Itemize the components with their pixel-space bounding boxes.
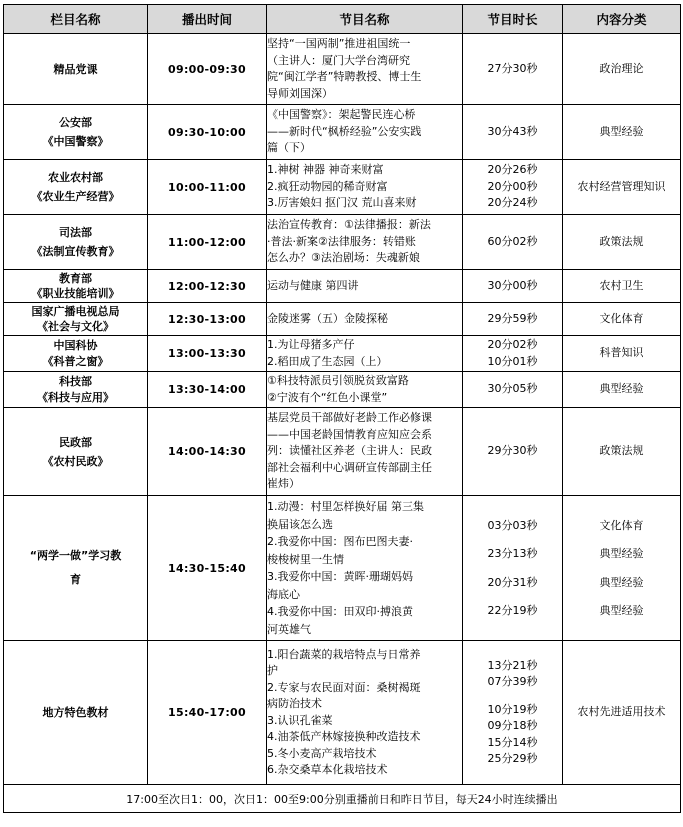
program-line: 3.我爱你中国：黄晖·珊瑚妈妈	[267, 570, 413, 583]
program-line: 2.专家与农民面对面：桑树褐斑	[267, 680, 421, 694]
duration-cell	[463, 160, 563, 215]
column-name-cell	[4, 641, 148, 785]
column-name-line: 中国科协	[53, 338, 98, 352]
duration-value: 23分13秒	[487, 547, 538, 560]
program-line: 运动与健康 第四讲	[267, 278, 359, 292]
duration-value: 07分39秒	[487, 675, 538, 688]
category-value: 农村卫生	[599, 278, 644, 292]
program-cell	[267, 215, 463, 270]
category-value: 典型经验	[599, 575, 644, 589]
duration-cell	[463, 105, 563, 160]
duration-value: 20分31秒	[487, 575, 538, 589]
category-value: 政策法规	[599, 444, 644, 458]
program-line: ①科技特派员引领脱贫致富路	[267, 374, 409, 387]
program-line: 《中国警察》：架起警民连心桥	[267, 108, 416, 122]
program-line: ——中国老龄国情教育应知应会系	[267, 427, 432, 441]
duration-value: 10分19秒	[487, 702, 538, 716]
column-name-cell	[4, 496, 148, 641]
column-name-cell	[4, 270, 148, 303]
column-name-cell	[4, 336, 148, 372]
program-cell	[267, 270, 463, 303]
column-name-line: 公安部	[59, 116, 92, 129]
category-cell	[563, 408, 681, 496]
duration-cell	[463, 372, 563, 408]
category-value: 文化体育	[599, 518, 644, 532]
program-cell	[267, 303, 463, 336]
program-line: 河英雄气	[267, 622, 311, 636]
program-line: 崔炜）	[267, 477, 300, 491]
column-name-line: 教育部	[59, 272, 92, 285]
header-duration: 节目时长	[463, 5, 563, 34]
spacer	[563, 591, 680, 602]
program-line: 6.杂交桑草本化栽培技术	[267, 763, 388, 776]
schedule-table	[3, 4, 681, 813]
column-name-line: 地方特色教材	[42, 706, 109, 719]
duration-value: 29分30秒	[487, 444, 538, 458]
category-cell	[563, 105, 681, 160]
table-row	[4, 215, 681, 270]
program-cell	[267, 372, 463, 408]
header-program-name: 节目名称	[267, 5, 463, 34]
table-row	[4, 160, 681, 215]
duration-cell	[463, 408, 563, 496]
column-name-line: 《农村民政》	[42, 454, 109, 468]
table-row	[4, 496, 681, 641]
category-cell	[563, 372, 681, 408]
broadcast-time-cell: 13:30-14:00	[148, 372, 267, 408]
program-line: ——新时代“枫桥经验”公安实践	[267, 124, 422, 138]
program-cell	[267, 336, 463, 372]
table-row	[4, 372, 681, 408]
category-cell	[563, 641, 681, 785]
program-line: 海底心	[267, 587, 300, 601]
category-cell	[563, 160, 681, 215]
program-line: 护	[267, 664, 278, 677]
broadcast-time-cell: 11:00-12:00	[148, 215, 267, 270]
program-line: 病防治技术	[267, 697, 322, 710]
category-value: 政策法规	[599, 234, 644, 248]
spacer	[463, 534, 562, 545]
duration-value: 20分24秒	[487, 196, 538, 210]
spacer	[563, 534, 680, 545]
broadcast-time-cell: 10:00-11:00	[148, 160, 267, 215]
duration-cell	[463, 303, 563, 336]
duration-cell	[463, 215, 563, 270]
category-cell	[563, 336, 681, 372]
header-column-name: 栏目名称	[4, 5, 148, 34]
broadcast-time-cell: 14:30-15:40	[148, 496, 267, 641]
program-line: 法治宣传教育：①法律播报：新法	[267, 218, 431, 232]
category-cell	[563, 270, 681, 303]
program-line: ·普法·新案②法律服务：转错账	[267, 234, 416, 248]
footer-row	[4, 785, 681, 813]
program-line: 3.认识孔雀菜	[267, 713, 333, 727]
program-line: 2.疯狂动物园的稀奇财富	[267, 179, 388, 193]
column-name-line: 民政部	[59, 435, 92, 449]
table-row	[4, 303, 681, 336]
program-line: 梭梭树里一生情	[267, 552, 344, 566]
category-value: 文化体育	[599, 311, 644, 325]
category-value: 政治理论	[599, 61, 644, 75]
broadcast-time-cell: 14:00-14:30	[148, 408, 267, 496]
program-line: 4.我爱你中国：田双印·搏浪黄	[267, 605, 413, 618]
duration-cell	[463, 34, 563, 105]
header-broadcast-time: 播出时间	[148, 5, 267, 34]
table-row	[4, 336, 681, 372]
rebroadcast-note: 17:00至次日1：00，次日1：00至9:00分别重播前日和昨日节目，每天24小时连续播出	[4, 785, 681, 813]
column-name-line: 农业农村部	[48, 171, 103, 184]
program-line: 1.为让母猪多产仔	[267, 338, 355, 351]
duration-value: 22分19秒	[487, 604, 538, 617]
program-line: 怎么办？③法治剧场：失魂新娘	[267, 251, 420, 265]
table-row	[4, 408, 681, 496]
column-name-cell	[4, 303, 148, 336]
column-name-line: 《农业生产经营》	[31, 190, 120, 203]
category-cell	[563, 303, 681, 336]
column-name-line: 《科普之窗》	[42, 354, 109, 368]
category-value: 农村经营管理知识	[577, 179, 666, 193]
duration-value: 09分18秒	[487, 719, 538, 732]
program-cell	[267, 34, 463, 105]
program-line: 1.阳台蔬菜的栽培特点与日常养	[267, 647, 421, 661]
column-name-line: 司法部	[59, 226, 92, 239]
column-name-line: 精品党课	[53, 62, 98, 76]
program-line: 2.我爱你中国：图布巴图夫妻·	[267, 535, 413, 548]
duration-value: 10分01秒	[487, 354, 538, 368]
header-row	[4, 5, 681, 34]
column-name-line: 《职业技能培训》	[31, 287, 120, 300]
duration-cell	[463, 496, 563, 641]
column-name-line: “两学一做”学习教	[29, 549, 122, 562]
broadcast-time-cell: 15:40-17:00	[148, 641, 267, 785]
column-name-line: 《中国警察》	[42, 135, 109, 148]
category-value: 农村先进适用技术	[577, 705, 666, 719]
duration-cell	[463, 336, 563, 372]
program-cell	[267, 105, 463, 160]
column-name-cell	[4, 372, 148, 408]
column-name-line: 育	[70, 573, 81, 586]
program-line: 基层党员干部做好老龄工作必修课	[267, 411, 432, 425]
program-line: 院“闽江学者”特聘教授、博士生	[267, 70, 422, 83]
program-cell	[267, 496, 463, 641]
duration-value: 20分26秒	[487, 163, 538, 177]
duration-value: 20分00秒	[487, 179, 538, 193]
column-name-cell	[4, 215, 148, 270]
program-line: 4.油茶低产林嫁接换种改造技术	[267, 730, 421, 743]
duration-value: 20分02秒	[487, 338, 538, 351]
program-line: 篇（下）	[267, 141, 311, 155]
broadcast-time-cell: 12:30-13:00	[148, 303, 267, 336]
duration-cell	[463, 270, 563, 303]
column-name-cell	[4, 105, 148, 160]
program-line: 5.冬小麦高产栽培技术	[267, 746, 377, 760]
duration-value: 13分21秒	[487, 658, 538, 672]
program-line: 3.厉害娘妇 抠门汉 荒山喜来财	[267, 196, 417, 210]
column-name-cell	[4, 408, 148, 496]
program-cell	[267, 408, 463, 496]
broadcast-time-cell: 13:00-13:30	[148, 336, 267, 372]
table-row	[4, 34, 681, 105]
spacer	[463, 591, 562, 602]
program-cell	[267, 641, 463, 785]
broadcast-time-cell: 09:30-10:00	[148, 105, 267, 160]
table-row	[4, 105, 681, 160]
header-category: 内容分类	[563, 5, 681, 34]
column-name-line: 科技部	[59, 374, 92, 388]
program-line: 1.动漫：村里怎样换好届 第三集	[267, 500, 424, 513]
spacer	[463, 691, 562, 702]
category-value: 典型经验	[599, 124, 644, 138]
duration-value: 60分02秒	[487, 234, 538, 248]
table-row	[4, 641, 681, 785]
program-line: 金陵迷雾（五）金陵探秘	[267, 311, 388, 325]
program-line: 换届该怎么选	[267, 517, 333, 531]
program-line: ②宁波有个“红色小课堂”	[267, 390, 388, 404]
program-line: 列：读懂社区养老（主讲人：民政	[267, 444, 432, 458]
duration-cell	[463, 641, 563, 785]
column-name-line: 国家广播电视总局	[31, 305, 120, 318]
category-cell	[563, 496, 681, 641]
broadcast-time-cell: 12:00-12:30	[148, 270, 267, 303]
broadcast-time-cell: 09:00-09:30	[148, 34, 267, 105]
column-name-line: 《社会与文化》	[37, 320, 114, 333]
column-name-line: 《法制宣传教育》	[31, 245, 120, 258]
duration-value: 25分29秒	[487, 752, 538, 765]
program-line: 1.神树 神器 神奇来财富	[267, 163, 384, 177]
category-value: 典型经验	[599, 547, 644, 560]
column-name-line: 《科技与应用》	[37, 390, 114, 404]
program-line: 导师刘国深）	[267, 86, 333, 100]
column-name-cell	[4, 160, 148, 215]
column-name-cell	[4, 34, 148, 105]
duration-value: 30分43秒	[487, 124, 538, 138]
category-cell	[563, 34, 681, 105]
duration-value: 27分30秒	[487, 61, 538, 75]
duration-value: 30分00秒	[487, 278, 538, 292]
spacer	[463, 563, 562, 574]
program-line: 坚持“一国两制”推进祖国统一	[267, 37, 411, 50]
table-row	[4, 270, 681, 303]
duration-value: 15分14秒	[487, 735, 538, 749]
program-cell	[267, 160, 463, 215]
category-cell	[563, 215, 681, 270]
duration-value: 03分03秒	[487, 518, 538, 532]
program-line: 2.稻田成了生态园（上）	[267, 354, 388, 368]
category-value: 科普知识	[599, 346, 644, 360]
duration-value: 29分59秒	[487, 311, 538, 325]
program-line: （主讲人：厦门大学台湾研究	[267, 53, 410, 67]
category-value: 典型经验	[599, 382, 644, 396]
duration-value: 30分05秒	[487, 382, 538, 396]
category-value: 典型经验	[599, 604, 644, 617]
program-line: 部社会福利中心调研宣传部副主任	[267, 460, 432, 474]
spacer	[563, 563, 680, 574]
